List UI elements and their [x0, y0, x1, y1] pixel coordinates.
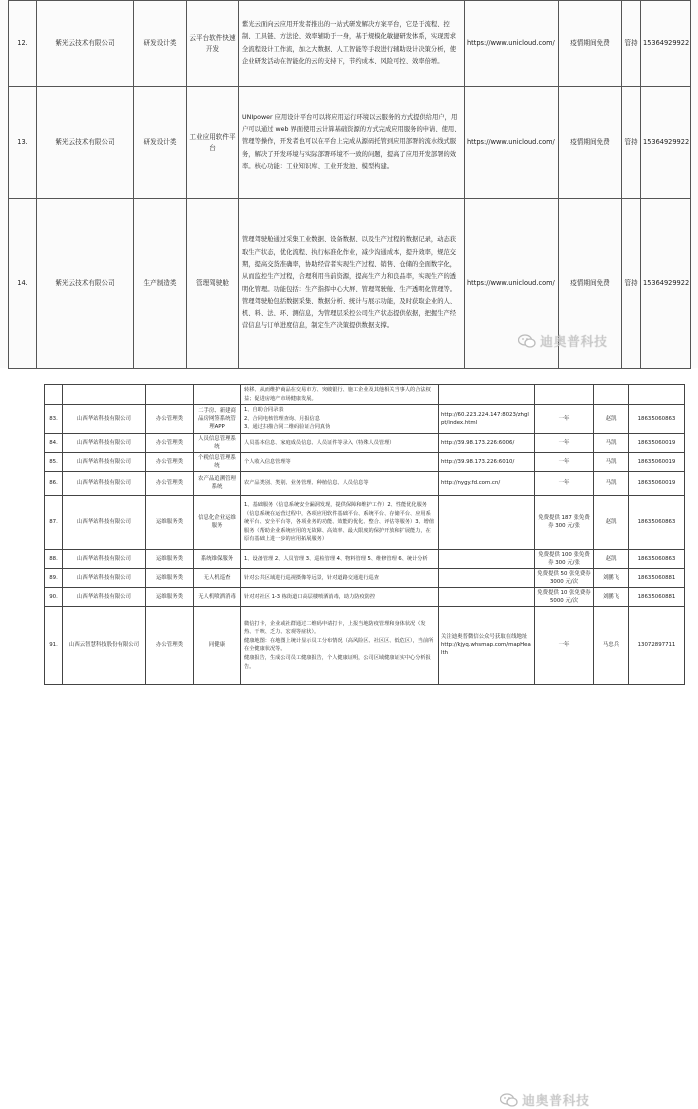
cell-phone: 15364929922 — [641, 87, 691, 199]
cell-url: http://39.98.173.226:6006/ — [439, 433, 535, 452]
intro-cell: 转移、从而维护商品在交易市方、突破银行、施工企业及其他相关当事人的合法权益；促进房地产市场健康发展。 — [241, 385, 439, 405]
cell-phone: 18635060019 — [629, 452, 685, 471]
cell-category: 运维服务类 — [146, 587, 194, 606]
cell-fee: 一年 — [535, 606, 594, 684]
table-row — [45, 495, 685, 549]
cell-product: 云平台软件快速开发 — [187, 1, 239, 87]
cell-category: 研发设计类 — [134, 1, 187, 87]
cell-fee: 疫情期间免费 — [559, 87, 622, 199]
cell-category: 生产制造类 — [134, 199, 187, 369]
table-row — [45, 568, 685, 587]
cell-url: https://www.unicloud.com/ — [465, 1, 559, 87]
cell-company: 山西云智慧科技股份有限公司 — [63, 606, 146, 684]
cell-phone: 18635060863 — [629, 549, 685, 568]
cell-fee: 疫情期间免费 — [559, 199, 622, 369]
cell-phone: 18635060019 — [629, 471, 685, 495]
cell-contact: 赵凯 — [594, 405, 629, 434]
cell-fee: 疫情期间免费 — [559, 1, 622, 87]
cell-no: 84. — [45, 433, 63, 452]
cell-no: 13. — [9, 87, 37, 199]
cell-product: 无人机巡查 — [194, 568, 241, 587]
cell-desc: 1、设备管理 2、人员管理 3、巡检管理 4、物料管理 5、维修管理 6、统计分析 — [241, 549, 439, 568]
cell-contact: 马凯 — [594, 471, 629, 495]
cell-category: 办公管理类 — [146, 405, 194, 434]
cell-no: 88. — [45, 549, 63, 568]
cell-desc: UNIpower 应用设计平台可以将应用运行环境以云服务的方式提供给用户，用户可以通过 web 界面使用云计算基础资源的方式完成应用服务的申请、使用、管理等操作，开发者也可以在平台上完成从源码托管到应用部署的流水线式服务，解决了开发环境与实际部署环境不一致的问题，提高了应用开发部署的效率。核心功能：工业知识库、工业开发池、模型构建。 — [239, 87, 465, 199]
cell-fee: 免费提供 100 张免费券 300 元/张 — [535, 549, 594, 568]
cell-fee: 一年 — [535, 433, 594, 452]
cell-desc: 人员基本信息、家庭成员信息、人员证件等录入（特殊人员管理） — [241, 433, 439, 452]
cell-desc: 1、基础服务（信息系统安全漏洞发现，提供保障和维护工作）2、性能优化服务（信息系统在运营过程中，各项应用软件基础平台、系统平台、存储平台、应用系统平台、安全平台等，各项业务的功能、效能的优化、整合、评估等服务）3、增值服务（帮助企业系统应用的无故障、高效率、最大限度的保护开放和扩展能力，在原有基础上进一步的应用拓展服务） — [241, 495, 439, 549]
cell-phone: 18635060863 — [629, 405, 685, 434]
cell-fee: 一年 — [535, 471, 594, 495]
cell-url — [439, 568, 535, 587]
cell-url: http://39.98.173.226:6010/ — [439, 452, 535, 471]
cell-product: 管理驾驶舱 — [187, 199, 239, 369]
cell-no: 89. — [45, 568, 63, 587]
cell-url — [439, 549, 535, 568]
cell-contact: 赵凯 — [594, 549, 629, 568]
cell-product: 人员信息管理系统 — [194, 433, 241, 452]
cell-no: 83. — [45, 405, 63, 434]
cell-no: 85. — [45, 452, 63, 471]
cell-desc: 针对公共区域进行巡视摄像等远景，针对道路交通进行巡查 — [241, 568, 439, 587]
cell-contact: 马凯 — [594, 433, 629, 452]
cell-url — [439, 495, 535, 549]
cell-url — [439, 587, 535, 606]
cell-desc: 微信打卡，企业或社群通过二维码申请打卡，上报当地防疫管理和身体状况（发热、干咳、乏力、宏观等症状）。 健康地图：在地图上统计显示员工分布情况（高风险区、社区区、低危区），当前所在全健康状况等。 健康报告，生成公司员工健康报告，个人健康证明，公司区域健康证实中心分析报告。 — [241, 606, 439, 684]
cell-fee: 免费提供 187 张免费券 300 元/张 — [535, 495, 594, 549]
cell-fee: 免费提供 50 张免费券 3000 元/次 — [535, 568, 594, 587]
watermark — [518, 331, 608, 350]
scan-page-top — [0, 0, 698, 368]
cell-phone: 15364929922 — [641, 1, 691, 87]
cell-product: 二手房、新建商品房网签系统管理APP — [194, 405, 241, 434]
cell-category: 办公管理类 — [146, 433, 194, 452]
cell-phone: 18635060881 — [629, 587, 685, 606]
cell-desc: 管理驾驶舱通过采集工业数据、设备数据、以及生产过程的数据记录，动态获取生产状态，优化流程、执行标准化作业，减少沟通成本，提升效率，规范交期，提高交货准确率，协助经营者实现生产过程、销售、仓储的全面数字化，从而监控生产过程，合理利用当前资源，提高生产力和良品率，实现生产的透明化管理。功能包括：生产指挥中心大屏、管理驾驶舱、生产透明化管理等。管理驾驶舱包括数据采集、数据分析、统计与展示功能，及时获取企业的人、机、料、法、环、测信息，为管理层采控公司生产状态提供依据，把握生产经营信息与订单进度信息，制定生产决策提供数据支撑。 — [239, 199, 465, 369]
cell-contact: 刘鹏飞 — [594, 568, 629, 587]
watermark-text: 迪奥普科技 — [522, 1094, 590, 1109]
cell-category: 研发设计类 — [134, 87, 187, 199]
scan-page-bottom — [0, 378, 698, 1109]
table-row — [45, 549, 685, 568]
table-row — [9, 1, 691, 87]
table-row — [45, 405, 685, 434]
cell-desc: 紫光云面向云应用开发者推出的一站式研发解决方案平台，它是于流程、控制、工具链、方法论、效率辅助于一身，基于规模化敏捷研发体系，实现需求全流程设计工作流，加之大数据、人工智能等手段进行辅助设计决策分析，使企业研发活动在智能化的云的支持下，节约成本、风险可控、效率倍增。 — [239, 1, 465, 87]
cell-product: 同健康 — [194, 606, 241, 684]
table-row — [45, 452, 685, 471]
cell-no: 12. — [9, 1, 37, 87]
cell-category: 运维服务类 — [146, 495, 194, 549]
solutions-table-top — [8, 0, 691, 369]
cell-phone: 13072897711 — [629, 606, 685, 684]
cell-url: http://nygy.fd.com.cn/ — [439, 471, 535, 495]
cell-product: 无人机喷洒消毒 — [194, 587, 241, 606]
cell-product: 系统维保服务 — [194, 549, 241, 568]
table-row — [45, 433, 685, 452]
cell-category: 办公管理类 — [146, 452, 194, 471]
cell-company: 紫光云技术有限公司 — [37, 199, 134, 369]
cell-contact: 马忠兵 — [594, 606, 629, 684]
solutions-table-bottom — [44, 384, 685, 685]
cell-fee: 一年 — [535, 452, 594, 471]
cell-contact: 管持 — [622, 1, 641, 87]
table-row — [9, 87, 691, 199]
cell-contact: 赵凯 — [594, 495, 629, 549]
cell-category: 办公管理类 — [146, 471, 194, 495]
cell-product: 个税信息管理系统 — [194, 452, 241, 471]
cell-company: 紫光云技术有限公司 — [37, 1, 134, 87]
cell-phone: 15364929922 — [641, 199, 691, 369]
table-row — [45, 606, 685, 684]
cell-phone: 18635060019 — [629, 433, 685, 452]
cell-contact: 管持 — [622, 199, 641, 369]
cell-url: http://60.223.224.147:8023/zhglpt/index.html — [439, 405, 535, 434]
cell-company: 山西华站科技有限公司 — [63, 568, 146, 587]
cell-no: 87. — [45, 495, 63, 549]
cell-url: https://www.unicloud.com/ — [465, 87, 559, 199]
cell-company: 山西华站科技有限公司 — [63, 549, 146, 568]
cell-company: 山西华站科技有限公司 — [63, 405, 146, 434]
cell-contact: 管持 — [622, 87, 641, 199]
cell-phone: 18635060863 — [629, 495, 685, 549]
cell-desc: 农产品类别、类别、业务管理、种植信息、人员信息等 — [241, 471, 439, 495]
watermark — [500, 1090, 590, 1109]
table-row — [45, 587, 685, 606]
cell-url: 关注迪奥普微信公众号获取在线地址 http://kjyq.whsmap.com/mapHealth — [439, 606, 535, 684]
cell-company: 山西华站科技有限公司 — [63, 433, 146, 452]
cell-no: 86. — [45, 471, 63, 495]
cell-company: 山西华站科技有限公司 — [63, 452, 146, 471]
cell-fee: 免费提供 10 张免费券 5000 元/次 — [535, 587, 594, 606]
cell-category: 运维服务类 — [146, 549, 194, 568]
cell-product: 工业应用软件平台 — [187, 87, 239, 199]
cell-category: 运维服务类 — [146, 568, 194, 587]
cell-product: 信息化企业运维服务 — [194, 495, 241, 549]
cell-company: 紫光云技术有限公司 — [37, 87, 134, 199]
cell-product: 农产品追溯管理系统 — [194, 471, 241, 495]
cell-desc: 1、自助合同录表 2、合同电核管理查询、月报信息 3、通过扫描合同二维码验证合同真伪 — [241, 405, 439, 434]
cell-company: 山西华站科技有限公司 — [63, 471, 146, 495]
cell-url: https://www.unicloud.com/ — [465, 199, 559, 369]
wechat-icon — [500, 1093, 518, 1107]
table-row — [45, 385, 685, 405]
cell-no: 14. — [9, 199, 37, 369]
cell-contact: 马凯 — [594, 452, 629, 471]
cell-desc: 个人收入信息管理等 — [241, 452, 439, 471]
cell-company: 山西华站科技有限公司 — [63, 587, 146, 606]
table-row — [45, 471, 685, 495]
cell-no: 91. — [45, 606, 63, 684]
cell-contact: 刘鹏飞 — [594, 587, 629, 606]
cell-company: 山西华站科技有限公司 — [63, 495, 146, 549]
wechat-icon — [518, 334, 536, 348]
watermark-text: 迪奥普科技 — [540, 335, 608, 350]
cell-fee: 一年 — [535, 405, 594, 434]
cell-phone: 18635060881 — [629, 568, 685, 587]
cell-desc: 针对对社区 1-3 栋街道口高层楼喷洒消毒，助力防疫防控 — [241, 587, 439, 606]
cell-no: 90. — [45, 587, 63, 606]
cell-category: 办公管理类 — [146, 606, 194, 684]
